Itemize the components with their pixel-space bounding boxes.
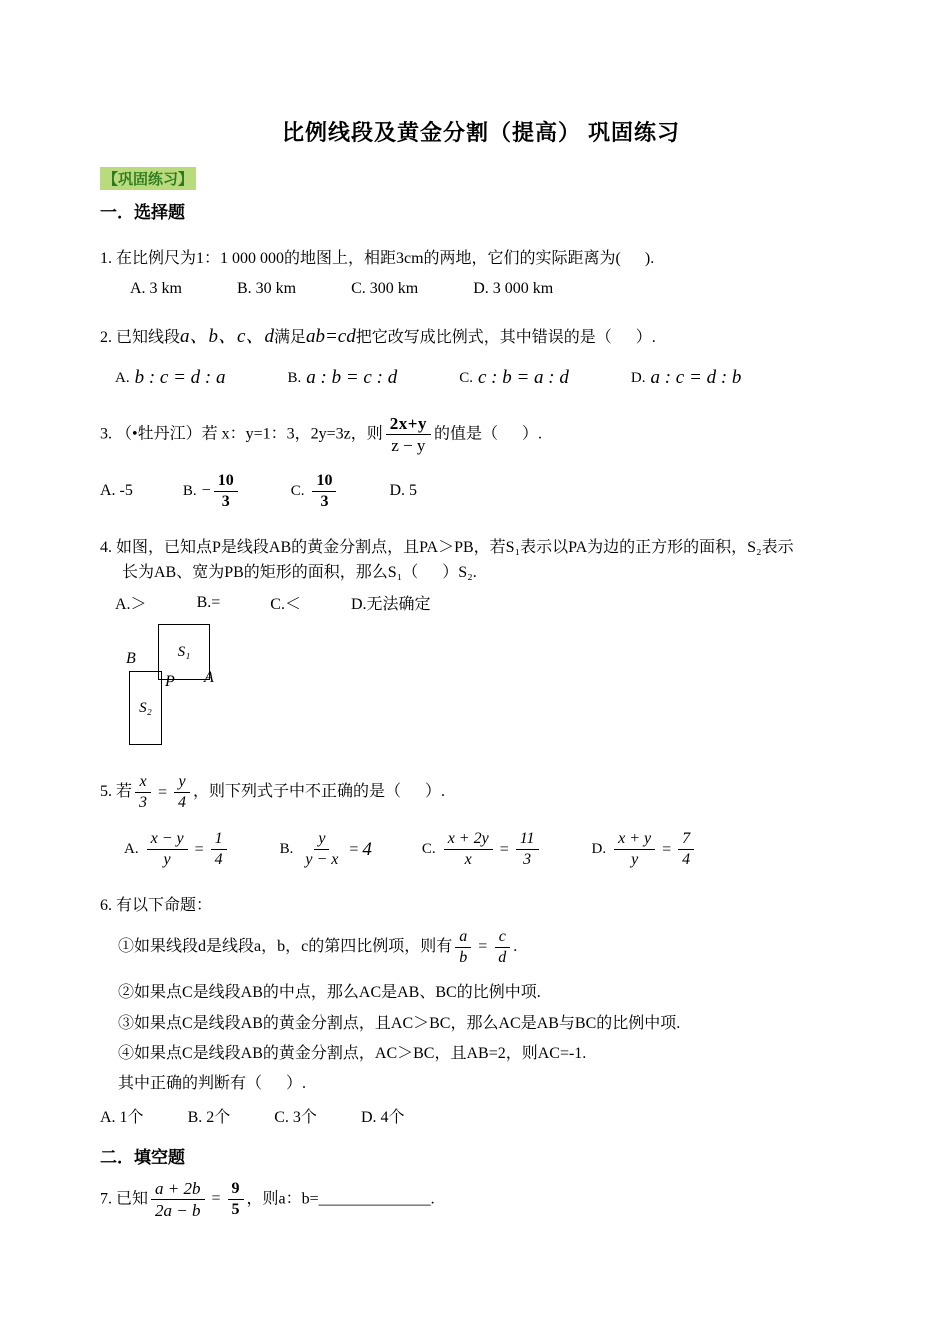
fraction (301, 829, 342, 870)
denominator: 2a − b (155, 1200, 201, 1220)
option-label: A. (124, 841, 139, 858)
denominator: 3 (221, 492, 230, 510)
option-expression: a : c = d : b (650, 367, 742, 389)
q6-option-d: D. 4个 (360, 1108, 405, 1126)
question-5-options (124, 829, 862, 870)
denominator: 4 (178, 794, 187, 812)
option-label: B. (279, 841, 294, 858)
numerator: c (495, 927, 510, 948)
denominator: 3 (523, 851, 532, 869)
q3-prefix: 3. （•牡丹江）若 x：y=1：3，2y=3z，则 (100, 425, 383, 443)
q6-option-c: C. 3个 (274, 1108, 317, 1126)
section-fill-heading: 二．填空题 (100, 1147, 185, 1167)
numerator: 2x+y (386, 413, 431, 435)
question-5 (100, 772, 862, 870)
question-2 (100, 322, 862, 389)
q6-item-3: ③如果点C是线段AB的黄金分割点，且AC＞BC，那么AC是AB与BC的比例中项. (118, 1014, 681, 1032)
option-label: D. (591, 841, 607, 858)
option-label: C. (459, 369, 473, 386)
question-5-text (100, 772, 862, 813)
question-1-text: 1. 在比例尺为1：1 000 000的地图上，相距3cm的两地，它们的实际距离为( ). (100, 250, 655, 267)
point-b-label: B (126, 650, 136, 668)
numerator: 7 (678, 829, 694, 850)
equals-sign: = (478, 938, 488, 956)
section-badge: 【巩固练习】 (100, 167, 196, 190)
q5-option-b (280, 829, 372, 870)
equals-sign: = (349, 840, 359, 858)
q6-item-4: ④如果点C是线段AB的黄金分割点，AC＞BC，且AB=2，则AC=-1. (118, 1044, 587, 1062)
q4-option-b: B.= (196, 593, 221, 611)
s2-label: S₂ (139, 699, 152, 716)
numerator: 10 (312, 471, 336, 492)
rhs-value: 4 (362, 838, 372, 860)
question-4-line2: 长为AB、宽为PB的矩形的面积，那么S₁（ ）S₂. (122, 563, 477, 581)
question-6 (100, 894, 862, 1126)
rectangle-s2 (129, 671, 162, 745)
question-3-text (100, 413, 862, 457)
question-6-options (100, 1104, 862, 1127)
q6-item-1-suffix: . (513, 938, 518, 956)
q2-option-b (288, 367, 398, 389)
denominator: x (464, 851, 472, 869)
q2-variables: a、b、c、d (180, 325, 274, 347)
q1-option-d: D. 3 000 km (473, 279, 554, 297)
option-label: C. (290, 482, 305, 499)
denominator: b (459, 949, 468, 967)
option-expression: c : b = a : d (477, 367, 569, 389)
question-7 (100, 1178, 862, 1222)
q5-option-a (124, 829, 230, 870)
numerator: 9 (228, 1179, 244, 1200)
q6-item-1-prefix: ①如果线段d是线段a，b，c的第四比例项，则有 (118, 938, 453, 956)
q3-option-a: A. -5 (100, 482, 133, 500)
point-p-label: P (165, 673, 175, 691)
equals-sign: = (158, 783, 168, 801)
numerator: x + y (614, 829, 655, 850)
q5-suffix: ，则下列式子中不正确的是（ ）. (193, 783, 446, 801)
numerator: x − y (147, 829, 188, 850)
q1-option-c: C. 300 km (351, 279, 419, 297)
q3-suffix: 的值是（ ）. (433, 425, 542, 443)
fraction (214, 471, 238, 512)
numerator: 1 (211, 829, 227, 850)
option-label: A. (115, 369, 130, 386)
q3-option-d: D. 5 (389, 482, 418, 500)
minus-sign: − (201, 482, 211, 500)
equals-sign: = (211, 1190, 221, 1208)
q6-item-1 (118, 927, 862, 968)
q5-lead-fraction-right (174, 772, 190, 813)
fraction (678, 829, 694, 870)
question-2-options (115, 367, 862, 389)
q2-option-a (115, 367, 226, 389)
question-4-options (115, 591, 862, 614)
q7-fraction-left (151, 1178, 204, 1222)
q5-lead-fraction-left (135, 772, 151, 813)
question-6-head: 6. 有以下命题： (100, 897, 213, 915)
question-3-options (100, 471, 862, 512)
q6-item-2: ②如果点C是线段AB的中点，那么AC是AB、BC的比例中项. (118, 984, 541, 1002)
numerator: x (135, 772, 150, 793)
q7-prefix: 7. 已知 (100, 1190, 149, 1208)
denominator: z − y (391, 436, 426, 456)
fraction (312, 471, 336, 512)
s1-label: S₁ (177, 643, 191, 660)
denominator: 4 (682, 851, 691, 869)
section-choice-heading: 一．选择题 (100, 203, 185, 222)
fraction (614, 829, 655, 870)
option-label: C. (421, 841, 436, 858)
denominator: 3 (139, 794, 148, 812)
page-title: 比例线段及黄金分割（提高） 巩固练习 (281, 120, 681, 145)
q2-suffix: 把它改写成比例式，其中错误的是（ ）. (355, 328, 656, 346)
fraction (516, 829, 539, 870)
numerator: x + 2y (444, 829, 493, 850)
equals-sign: = (662, 840, 672, 858)
q5-option-c (422, 829, 542, 870)
q1-option-a: A. 3 km (130, 279, 182, 297)
denominator: 3 (320, 492, 329, 510)
q6-judge: 其中正确的判断有（ ）. (118, 1075, 307, 1093)
option-expression: a : b = c : d (306, 367, 398, 389)
question-3 (100, 413, 862, 512)
q1-option-b: B. 30 km (237, 279, 297, 297)
question-1-options (130, 280, 862, 298)
q4-figure (126, 624, 366, 754)
q6-option-a: A. 1个 (100, 1108, 144, 1126)
q7-fraction-right (228, 1179, 244, 1220)
q4-option-a: A.＞ (115, 596, 147, 614)
q2-relation: ab=cd (305, 325, 356, 347)
q2-option-d (631, 367, 742, 389)
fraction (444, 829, 493, 870)
numerator: 10 (214, 471, 238, 492)
fraction (147, 829, 188, 870)
q5-option-d (592, 829, 698, 870)
q4-option-d: D.无法确定 (350, 596, 431, 614)
numerator: 11 (516, 829, 539, 850)
option-label: B. (182, 482, 197, 499)
denominator: y (631, 851, 639, 869)
numerator: a (455, 927, 471, 948)
question-7-text (100, 1178, 862, 1222)
denominator: d (498, 949, 507, 967)
question-4-line1: 4. 如图，已知点P是线段AB的黄金分割点，且PA＞PB，若S₁表示以PA为边的正方形的面积，S₂表示 (100, 538, 794, 556)
denominator: 4 (214, 851, 223, 869)
q2-prefix: 2. 已知线段 (100, 328, 181, 346)
q2-option-c (459, 367, 569, 389)
q3-option-c (291, 471, 340, 512)
denominator: y − x (305, 851, 339, 869)
square-s1 (158, 624, 210, 680)
option-expression: b : c = d : a (134, 367, 226, 389)
q3-option-b (183, 471, 241, 512)
point-a-label: A (204, 669, 214, 687)
q7-suffix: ，则a：b=______________. (246, 1190, 435, 1208)
option-label: B. (287, 369, 302, 386)
numerator: y (174, 772, 189, 793)
q3-fraction (386, 413, 431, 457)
q6-option-b: B. 2个 (187, 1108, 231, 1126)
q5-prefix: 5. 若 (100, 783, 133, 801)
question-4 (100, 536, 862, 755)
numerator: y (314, 829, 329, 850)
equals-sign: = (499, 840, 509, 858)
q4-option-c: C.＜ (270, 596, 301, 614)
q2-mid: 满足 (273, 328, 306, 346)
denominator: 5 (231, 1200, 240, 1218)
fraction (494, 927, 510, 968)
denominator: y (163, 851, 171, 869)
fraction (455, 927, 471, 968)
fraction (211, 829, 227, 870)
question-1 (100, 247, 862, 298)
equals-sign: = (194, 840, 204, 858)
numerator: a + 2b (151, 1178, 204, 1200)
option-label: D. (630, 369, 646, 386)
question-2-text (100, 322, 862, 351)
